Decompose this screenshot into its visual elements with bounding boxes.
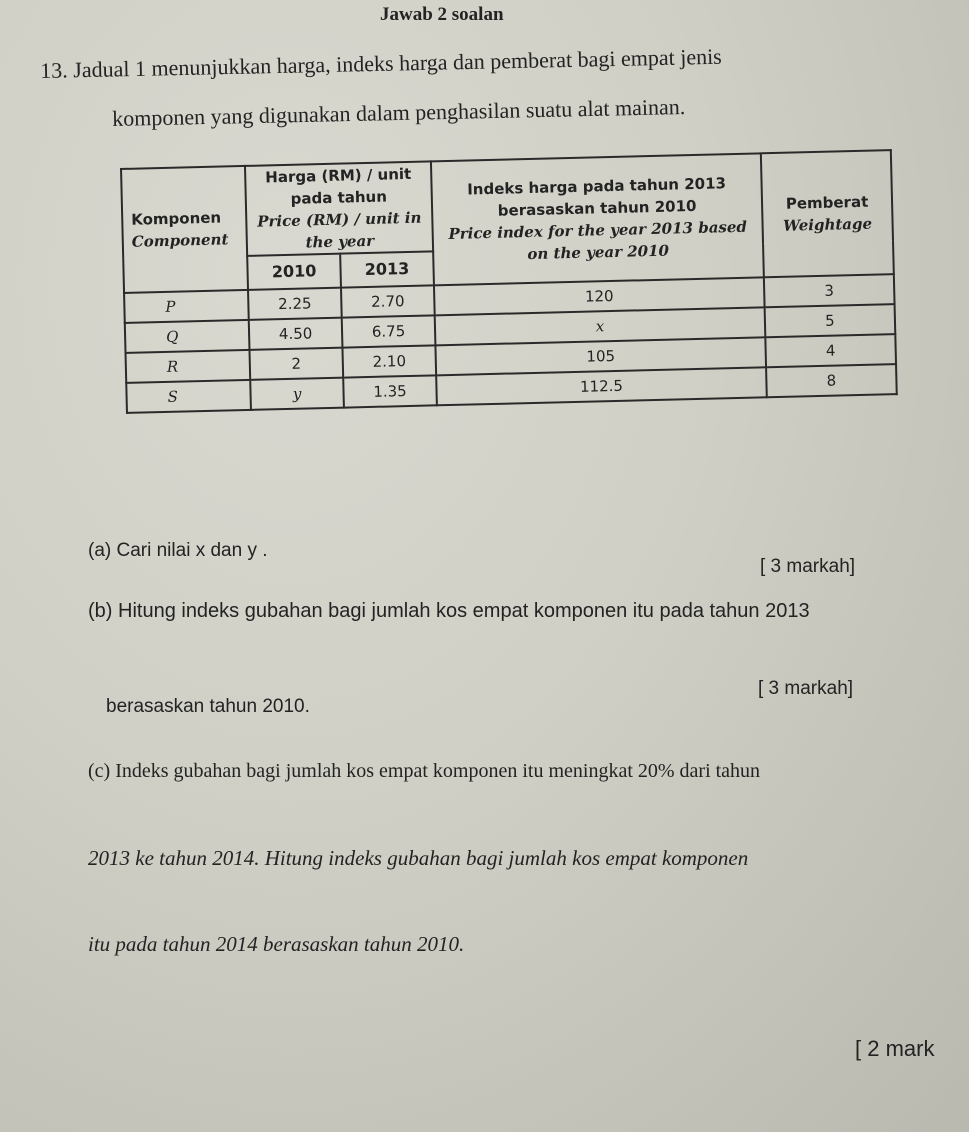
header-weight (761, 150, 894, 277)
part-c-question-line2: 2013 ke tahun 2014. Hitung indeks gubahan bagi jumlah kos empat komponen (88, 846, 749, 870)
section-header: Jawab 2 soalan (380, 4, 504, 25)
header-price-ms: Harga (RM) / unit pada tahun (265, 164, 412, 208)
header-weight-en: Weightage (782, 214, 873, 235)
part-b-question-line2: berasaskan tahun 2010. (106, 696, 310, 717)
header-index-en: Price index for the year 2013 based on the year 2010 (448, 217, 748, 264)
cell-price-2013: 2.10 (342, 345, 436, 377)
cell-index: 112.5 (436, 367, 767, 405)
header-year-2010: 2010 (247, 254, 341, 290)
cell-weight: 5 (765, 304, 896, 337)
header-component (121, 166, 248, 293)
cell-index: 120 (434, 277, 765, 315)
header-weight-ms: Pemberat (785, 192, 869, 213)
cell-price-2010: 2.25 (248, 288, 342, 320)
cell-component: P (124, 290, 249, 323)
question-intro-line1 (40, 44, 722, 84)
part-b-question-line1: (b) Hitung indeks gubahan bagi jumlah kos empat komponen itu pada tahun 2013 (88, 600, 810, 622)
part-c-question-line1: (c) Indeks gubahan bagi jumlah kos empat komponen itu meningkat 20% dari tahun (88, 760, 761, 782)
header-price (245, 161, 433, 256)
cell-component: Q (125, 320, 250, 353)
cell-index: 105 (435, 337, 766, 375)
cell-weight: 3 (764, 274, 895, 307)
part-c-question-line3: itu pada tahun 2014 berasaskan tahun 2010. (88, 932, 465, 956)
header-component-en: Component (131, 230, 229, 251)
cell-price-2013: 6.75 (342, 315, 436, 347)
question-text-line2: komponen yang digunakan dalam penghasilan suatu alat mainan. (112, 93, 686, 131)
part-a-question: (a) Cari nilai x dan y . (88, 540, 268, 561)
part-a-marks: [ 3 markah] (760, 556, 856, 577)
question-number: 13. (40, 57, 69, 83)
header-index (431, 153, 764, 285)
part-c-marks: [ 2 mark (855, 1036, 935, 1061)
cell-price-2010: 4.50 (249, 318, 343, 350)
header-index-ms: Indeks harga pada tahun 2013 berasaskan tahun 2010 (466, 174, 727, 220)
part-b-marks: [ 3 markah] (758, 678, 854, 699)
question-text-line1: Jadual 1 menunjukkan harga, indeks harga dan pemberat bagi empat jenis (72, 43, 722, 83)
cell-price-2010: 2 (249, 348, 343, 380)
cell-price-2013: 1.35 (343, 375, 437, 407)
cell-price-2013: 2.70 (341, 285, 435, 317)
header-year-2013: 2013 (340, 251, 434, 287)
cell-weight: 8 (766, 364, 897, 397)
cell-index: x (435, 307, 766, 345)
cell-component: R (126, 350, 251, 383)
cell-component: S (126, 380, 251, 413)
cell-price-2010: y (250, 378, 344, 410)
header-component-ms: Komponen (131, 208, 222, 229)
cell-weight: 4 (765, 334, 896, 367)
header-price-en: Price (RM) / unit in the year (257, 208, 422, 252)
price-index-table (120, 149, 898, 414)
